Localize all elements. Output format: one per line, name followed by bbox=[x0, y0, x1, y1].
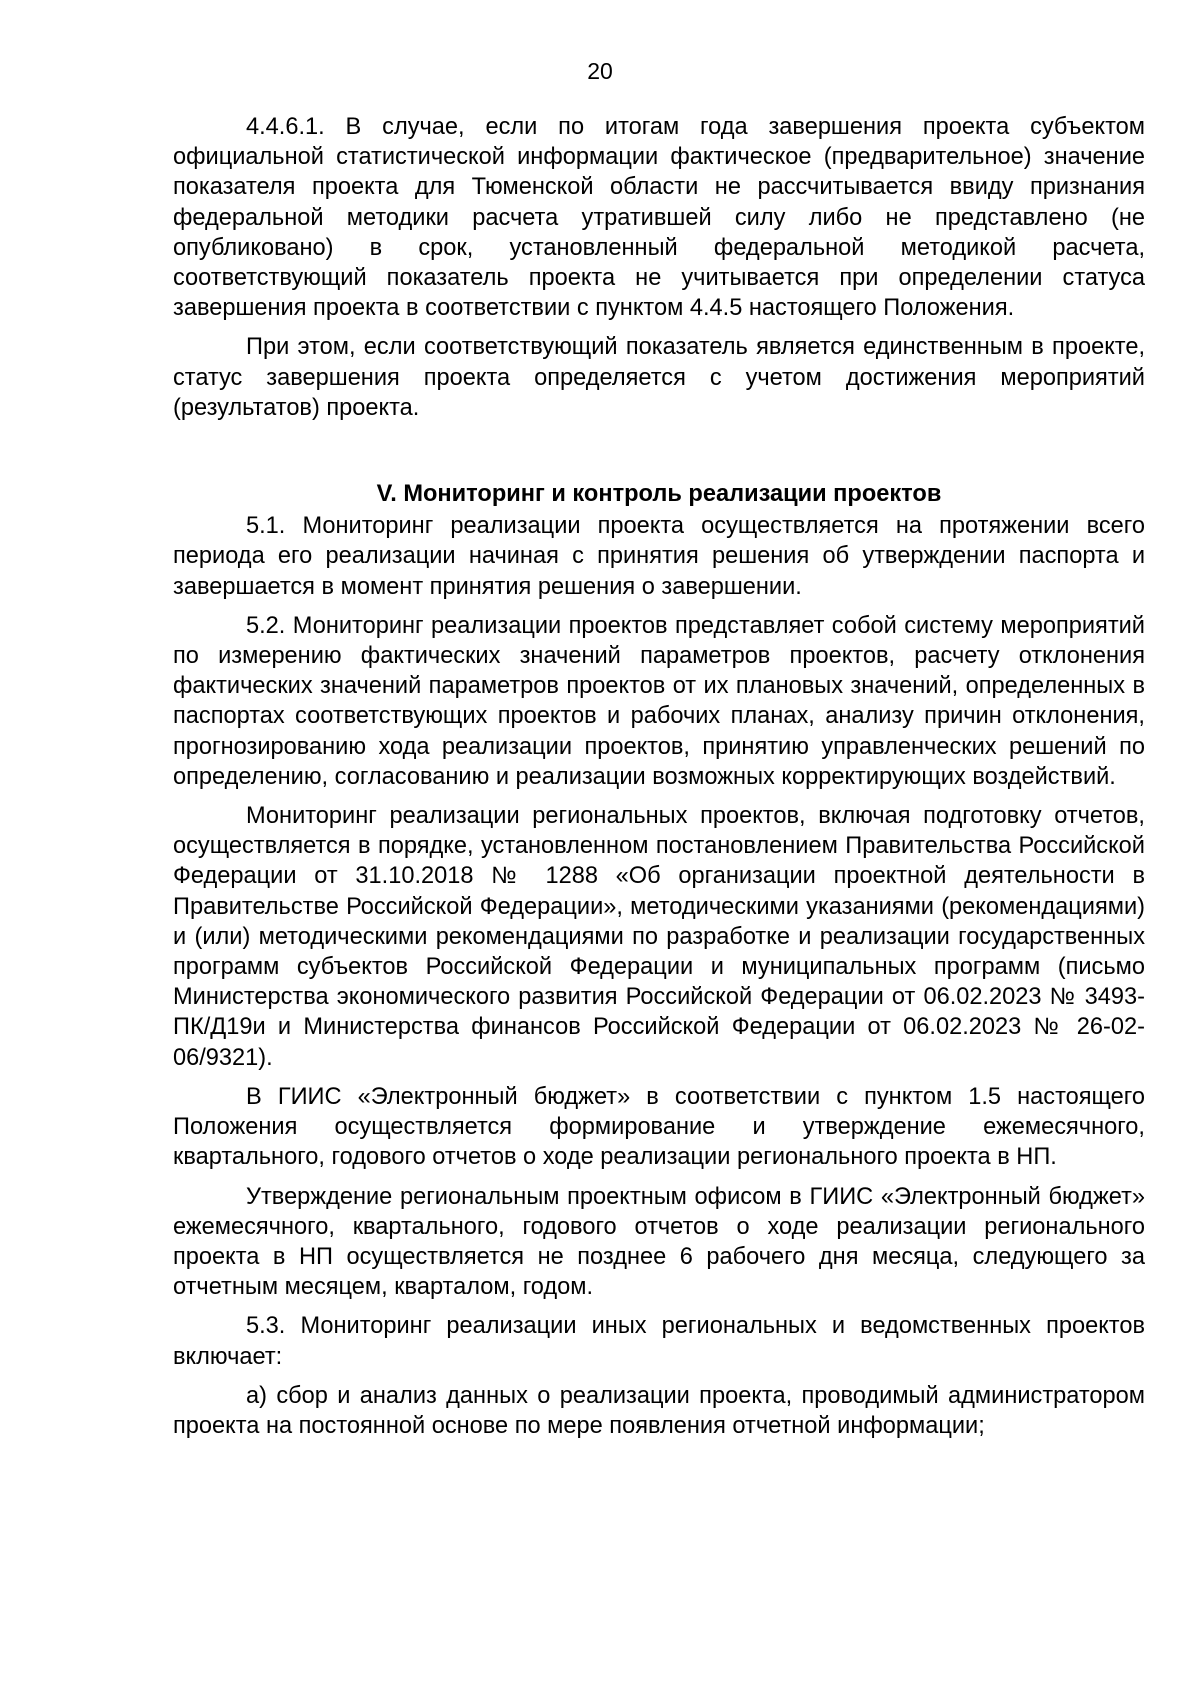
paragraph-5-3: 5.3. Мониторинг реализации иных региональных и ведомственных проектов включает: bbox=[173, 1313, 1145, 1370]
paragraph-single-indicator-note: При этом, если соответствующий показатель является единственным в проекте, статус завершения проекта определяется с учетом достижения мероприятий (результатов) проекта. bbox=[173, 334, 1145, 421]
paragraph-5-2: 5.2. Мониторинг реализации проектов представляет собой систему мероприятий по измерению фактических значений параметров проектов, расчету отклонения фактических значений параметров проектов от их плановых значений, определенных в паспортах соответствующих проектов и рабочих планах, анализу причин отклонения, прогнозированию хода реализации проектов, принятию управленческих решений по определению, согласованию и реализации возможных корректирующих воздействий. bbox=[173, 612, 1145, 790]
section-heading: V. Мониторинг и контроль реализации проектов bbox=[376, 481, 942, 508]
paragraph-giis-reports: В ГИИС «Электронный бюджет» в соответствии с пунктом 1.5 настоящего Положения осуществляется формирование и утверждение ежемесячного, квартального, годового отчетов о ходе реализации регионального проекта в НП. bbox=[173, 1083, 1145, 1171]
paragraph-5-3-a: а) сбор и анализ данных о реализации проекта, проводимый администратором проекта на постоянной основе по мере появления отчетной информации; bbox=[173, 1382, 1145, 1439]
document-body bbox=[173, 112, 1145, 1450]
paragraph-regional-monitoring: Мониторинг реализации региональных проектов, включая подготовку отчетов, осуществляется в порядке, установленном постановлением Правительства Российской Федерации от 31.10.2018 № 1288 «Об организации проектной деятельности в Правительстве Российской Федерации», методическими указаниями (рекомендациями) и (или) методическими рекомендациями по разработке и реализации государственных программ субъектов Российской Федерации и муниципальных программ (письмо Министерства экономического развития Российской Федерации от 06.02.2023 № 3493-ПК/Д19и и Министерства финансов Российской Федерации от 06.02.2023 № 26-02-06/9321). bbox=[173, 803, 1145, 1071]
paragraph-4-4-6-1: 4.4.6.1. В случае, если по итогам года завершения проекта субъектом официальной статистической информации фактическое (предварительное) значение показателя проекта для Тюменской области не рассчитывается ввиду признания федеральной методики расчета утратившей силу либо не представлено (не опубликовано) в срок, установленный федеральной методикой расчета, соответствующий показатель проекта не учитывается при определении статуса завершения проекта в соответствии с пунктом 4.4.5 настоящего Положения. bbox=[173, 114, 1145, 322]
page-number: 20 bbox=[587, 58, 613, 84]
paragraph-5-1: 5.1. Мониторинг реализации проекта осуществляется на протяжении всего периода его реализации начиная с принятия решения об утверждении паспорта и завершается в момент принятия решения о завершении. bbox=[173, 513, 1145, 600]
paragraph-report-approval: Утверждение региональным проектным офисом в ГИИС «Электронный бюджет» ежемесячного, квартального, годового отчетов о ходе реализации регионального проекта в НП осуществляется не позднее 6 рабочего дня месяца, следующего за отчетным месяцем, кварталом, годом. bbox=[173, 1183, 1145, 1301]
